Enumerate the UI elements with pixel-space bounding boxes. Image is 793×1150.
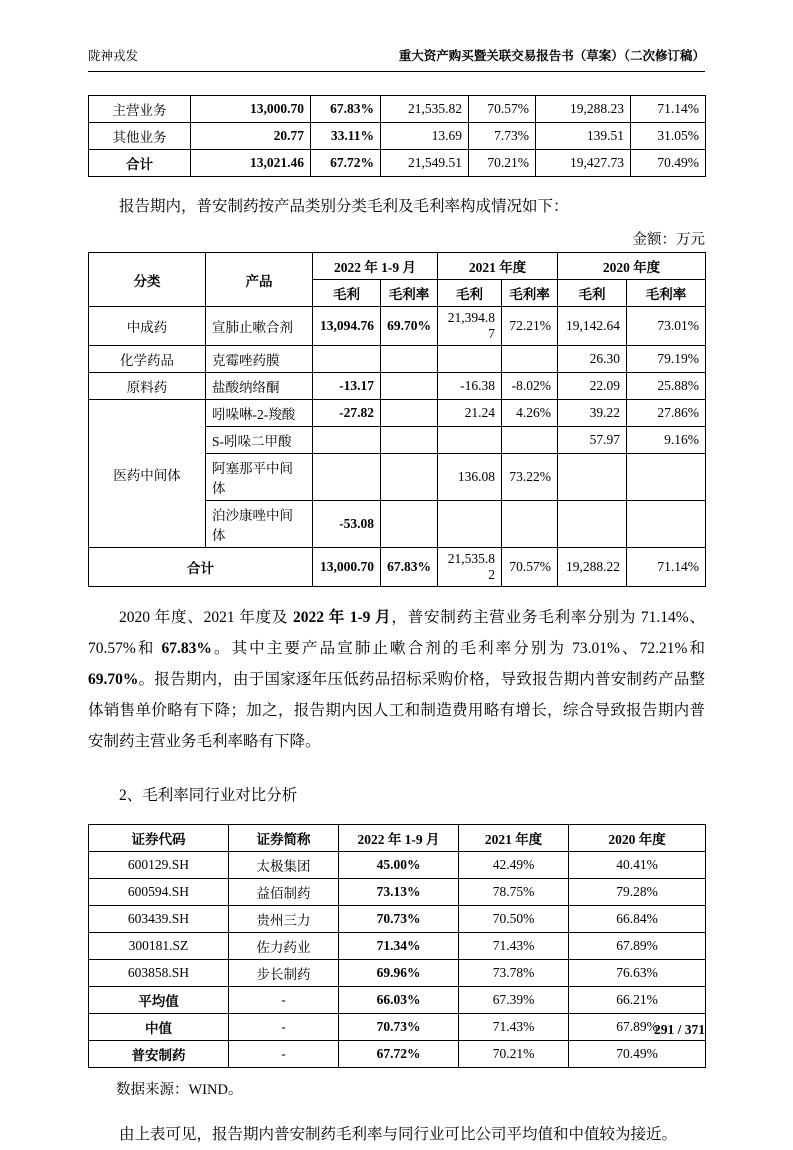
table-cell: S-吲哚二甲酸 xyxy=(206,427,313,454)
table-cell: 医药中间体 xyxy=(89,400,206,548)
table-cell: 70.49% xyxy=(569,1041,706,1068)
table-cell: 70.50% xyxy=(459,906,569,933)
table-cell: 主营业务 xyxy=(89,96,191,123)
table-cell: 40.41% xyxy=(569,852,706,879)
doc-full-title: 重大资产购买暨关联交易报告书（草案）（二次修订稿） xyxy=(398,49,705,63)
table-cell xyxy=(381,346,438,373)
table-cell: 79.19% xyxy=(627,346,706,373)
table-cell: 19,427.73 xyxy=(536,150,631,177)
table-cell: 阿塞那平中间体 xyxy=(206,454,313,501)
text-segment: ，普安制药主营业务毛利率分别为 71.14%、70.57%和 xyxy=(88,609,705,657)
table-row xyxy=(89,825,706,852)
table-cell: -8.02% xyxy=(502,373,558,400)
table-cell: 2020 年度 xyxy=(569,825,706,852)
table-cell: -13.17 xyxy=(313,373,381,400)
table-cell: 益佰制药 xyxy=(229,879,339,906)
table-cell xyxy=(558,501,627,548)
table-cell: 吲哚啉-2-羧酸 xyxy=(206,400,313,427)
table-cell xyxy=(438,427,502,454)
table-row xyxy=(89,906,706,933)
table-cell: 79.28% xyxy=(569,879,706,906)
table-cell: 69.70% xyxy=(381,307,438,346)
section-heading: 2、毛利率同行业对比分析 xyxy=(119,787,298,804)
table-cell xyxy=(381,501,438,548)
table-cell: 21.24 xyxy=(438,400,502,427)
table-cell: 2022 年 1-9 月 xyxy=(313,253,438,280)
table-cell: 66.03% xyxy=(339,987,459,1014)
table-cell: 13,094.76 xyxy=(313,307,381,346)
conclusion-paragraph: 由上表可见，报告期内普安制药毛利率与同行业可比公司平均值和中值较为接近。 xyxy=(119,1126,678,1143)
table-row xyxy=(89,933,706,960)
table-cell: 中值 xyxy=(89,1014,229,1041)
table-cell xyxy=(381,454,438,501)
table-cell: 佐力药业 xyxy=(229,933,339,960)
table-cell: 19,142.64 xyxy=(558,307,627,346)
table-row xyxy=(89,1041,706,1068)
table-cell: 2022 年 1-9 月 xyxy=(339,825,459,852)
table-cell: 27.86% xyxy=(627,400,706,427)
table-cell: 20.77 xyxy=(191,123,311,150)
table-cell xyxy=(627,454,706,501)
table-row xyxy=(89,960,706,987)
text-segment: 2022 年 1-9 月 xyxy=(293,609,392,626)
table-cell: 67.39% xyxy=(459,987,569,1014)
text-segment: 2020 年度、2021 年度及 xyxy=(119,609,293,626)
table-cell: 分类 xyxy=(89,253,206,307)
table-cell: 毛利率 xyxy=(502,280,558,307)
table-cell: 603858.SH xyxy=(89,960,229,987)
table-row xyxy=(89,307,706,346)
table-cell: 13,000.70 xyxy=(191,96,311,123)
table-cell: 33.11% xyxy=(311,123,381,150)
table-cell: 步长制药 xyxy=(229,960,339,987)
table-cell: 证券代码 xyxy=(89,825,229,852)
table-cell: 7.73% xyxy=(469,123,536,150)
table-cell xyxy=(438,346,502,373)
table-cell: - xyxy=(229,987,339,1014)
table-cell xyxy=(558,454,627,501)
table-cell: 600594.SH xyxy=(89,879,229,906)
table-cell: 76.63% xyxy=(569,960,706,987)
table-cell xyxy=(502,501,558,548)
table-cell: 原料药 xyxy=(89,373,206,400)
table-cell: 72.21% xyxy=(502,307,558,346)
table-row xyxy=(89,96,706,123)
table-cell: 73.13% xyxy=(339,879,459,906)
product-gross-margin-table xyxy=(88,252,706,587)
table-cell xyxy=(502,346,558,373)
table-cell: 603439.SH xyxy=(89,906,229,933)
table-cell: 中成药 xyxy=(89,307,206,346)
table-cell: 4.26% xyxy=(502,400,558,427)
text-segment: 67.83% xyxy=(161,640,212,657)
table-cell: 67.89% xyxy=(569,933,706,960)
table-cell: 毛利率 xyxy=(627,280,706,307)
table-cell: 78.75% xyxy=(459,879,569,906)
table-row xyxy=(89,150,706,177)
table-cell: 70.21% xyxy=(469,150,536,177)
unit-note: 金额：万元 xyxy=(632,232,705,248)
page-number: 291 / 371 xyxy=(653,1022,705,1037)
table-cell xyxy=(381,427,438,454)
analysis-paragraph xyxy=(88,602,705,757)
table-cell: 70.57% xyxy=(469,96,536,123)
text-segment: 。其中主要产品宣肺止嗽合剂的毛利率分别为 73.01%、72.21%和 xyxy=(211,640,705,657)
table-row xyxy=(89,987,706,1014)
table-cell: 73.78% xyxy=(459,960,569,987)
table-cell: 67.83% xyxy=(311,96,381,123)
table-cell: 57.97 xyxy=(558,427,627,454)
table-cell xyxy=(313,454,381,501)
table-cell: 泊沙康唑中间体 xyxy=(206,501,313,548)
table-cell: 21,535.82 xyxy=(381,96,469,123)
table-cell: -16.38 xyxy=(438,373,502,400)
table-cell: 普安制药 xyxy=(89,1041,229,1068)
table-cell: 67.83% xyxy=(381,548,438,587)
table-cell: 71.34% xyxy=(339,933,459,960)
table-row xyxy=(89,253,706,280)
table-cell: 毛利 xyxy=(438,280,502,307)
table-cell: - xyxy=(229,1041,339,1068)
table-cell: 19,288.23 xyxy=(536,96,631,123)
table-cell: 70.73% xyxy=(339,1014,459,1041)
table-cell: 71.14% xyxy=(631,96,706,123)
table-cell xyxy=(438,501,502,548)
table-cell: 26.30 xyxy=(558,346,627,373)
text-segment: 69.70% xyxy=(88,671,139,688)
table-cell: 宣肺止嗽合剂 xyxy=(206,307,313,346)
table-cell: - xyxy=(229,1014,339,1041)
table-cell: 毛利 xyxy=(313,280,381,307)
table-cell: 70.73% xyxy=(339,906,459,933)
page-header xyxy=(88,0,705,72)
table-cell: 71.43% xyxy=(459,1014,569,1041)
table-cell: 66.84% xyxy=(569,906,706,933)
table-cell: -27.82 xyxy=(313,400,381,427)
industry-comparison-table xyxy=(88,824,706,1068)
table-cell: 67.89% xyxy=(569,1014,706,1041)
table-cell: 其他业务 xyxy=(89,123,191,150)
table-cell: 盐酸纳络酮 xyxy=(206,373,313,400)
table-row xyxy=(89,123,706,150)
table-cell: 39.22 xyxy=(558,400,627,427)
table-cell: 25.88% xyxy=(627,373,706,400)
table-row xyxy=(89,400,706,427)
table-cell: 21,394.87 xyxy=(438,307,502,346)
text-segment: 。报告期内，由于国家逐年压低药品招标采购价格，导致报告期内普安制药产品整体销售单价略有下降；加之，报告期内因人工和制造费用略有增长，综合导致报告期内普安制药主营业务毛利率略有下降。 xyxy=(88,671,705,750)
table-cell: 9.16% xyxy=(627,427,706,454)
business-gross-margin-table xyxy=(88,95,706,177)
table-cell: 21,535.82 xyxy=(438,548,502,587)
table-cell: 70.49% xyxy=(631,150,706,177)
table-cell: 67.72% xyxy=(311,150,381,177)
table-cell: 69.96% xyxy=(339,960,459,987)
table-cell: 毛利率 xyxy=(381,280,438,307)
table-cell: 13,000.70 xyxy=(313,548,381,587)
table-cell: 42.49% xyxy=(459,852,569,879)
table-cell xyxy=(313,427,381,454)
table-cell xyxy=(381,373,438,400)
table-cell xyxy=(502,427,558,454)
table-cell xyxy=(381,400,438,427)
table-cell: 证券简称 xyxy=(229,825,339,852)
table-row xyxy=(89,346,706,373)
table-cell: -53.08 xyxy=(313,501,381,548)
table-cell: 71.43% xyxy=(459,933,569,960)
table-cell: 600129.SH xyxy=(89,852,229,879)
table-cell: 300181.SZ xyxy=(89,933,229,960)
table-cell: 13,021.46 xyxy=(191,150,311,177)
table-cell: 2020 年度 xyxy=(558,253,706,280)
doc-short-title: 陇神戎发 xyxy=(88,49,139,63)
table-row xyxy=(89,1014,706,1041)
table-cell xyxy=(313,346,381,373)
table-cell xyxy=(627,501,706,548)
intro-paragraph: 报告期内，普安制药按产品类别分类毛利及毛利率构成情况如下： xyxy=(119,198,569,215)
table-cell: 71.14% xyxy=(627,548,706,587)
table-cell: 毛利 xyxy=(558,280,627,307)
table-cell: 66.21% xyxy=(569,987,706,1014)
table-cell: 太极集团 xyxy=(229,852,339,879)
table-cell: 70.57% xyxy=(502,548,558,587)
table-cell: 73.22% xyxy=(502,454,558,501)
table-cell: 2021 年度 xyxy=(438,253,558,280)
table-cell: 22.09 xyxy=(558,373,627,400)
table-cell: 31.05% xyxy=(631,123,706,150)
table-cell: 2021 年度 xyxy=(459,825,569,852)
table-cell: 70.21% xyxy=(459,1041,569,1068)
table-cell: 产品 xyxy=(206,253,313,307)
table-cell: 136.08 xyxy=(438,454,502,501)
table-cell: 139.51 xyxy=(536,123,631,150)
table-cell: 13.69 xyxy=(381,123,469,150)
data-source-note: 数据来源：WIND。 xyxy=(116,1082,243,1098)
table-cell: 21,549.51 xyxy=(381,150,469,177)
table-cell: 平均值 xyxy=(89,987,229,1014)
table-cell: 合计 xyxy=(89,150,191,177)
table-cell: 贵州三力 xyxy=(229,906,339,933)
table-cell: 合计 xyxy=(89,548,313,587)
table-row xyxy=(89,879,706,906)
table-row xyxy=(89,852,706,879)
table-row xyxy=(89,548,706,587)
table-cell: 19,288.22 xyxy=(558,548,627,587)
table-row xyxy=(89,373,706,400)
table-cell: 化学药品 xyxy=(89,346,206,373)
table-cell: 67.72% xyxy=(339,1041,459,1068)
table-cell: 克霉唑药膜 xyxy=(206,346,313,373)
table-cell: 45.00% xyxy=(339,852,459,879)
table-cell: 73.01% xyxy=(627,307,706,346)
